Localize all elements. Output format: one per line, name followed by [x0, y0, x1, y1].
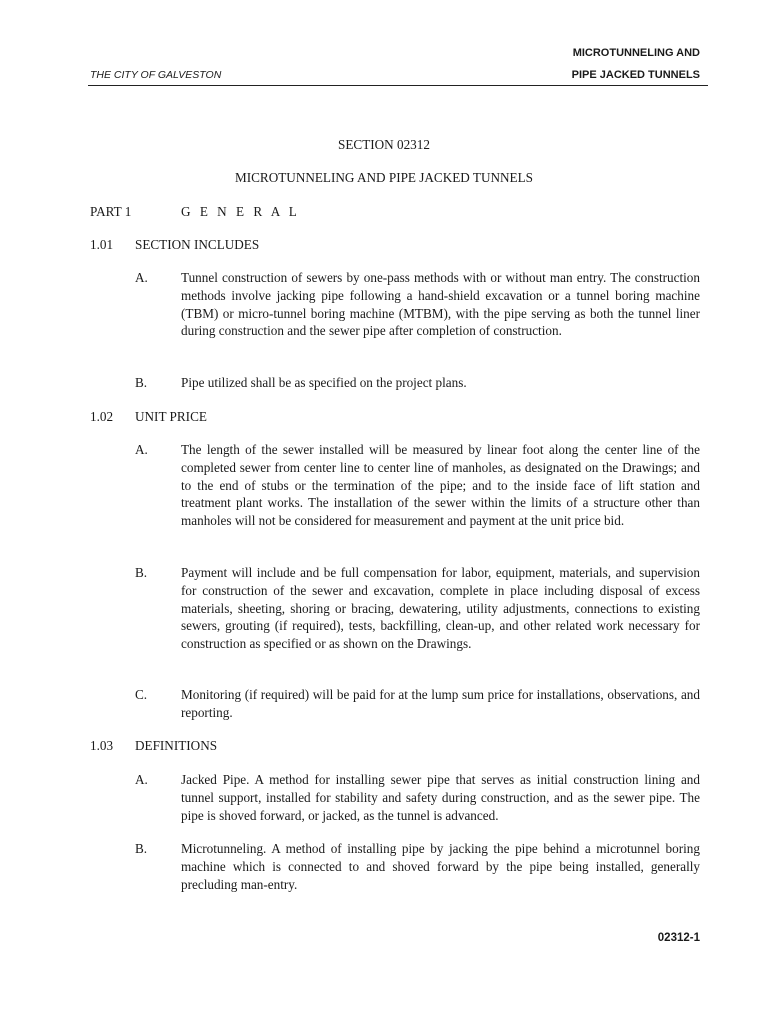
item-text: The length of the sewer installed will be measured by linear foot along the center line of the completed sewer from center line to center line of manholes, as designated on the Drawings; and to the end of stubs or the termination of the pipe; and to the inside face of lift station and treatment plant works. The installation of the sewer within the limits of a structure other than manholes will not be considered for measurement and payment at the unit price bid. [181, 442, 700, 529]
part-number: PART 1 [90, 204, 132, 219]
page-number: 02312-1 [657, 932, 700, 944]
item-letter: C. [135, 687, 148, 702]
item-text: Jacked Pipe. A method for installing sewer pipe that serves as initial construction lining and tunnel support, installed for stability and safety during construction, and as the sewer pipe. The pipe is shoved forward, or jacked, as the tunnel is advanced. [181, 772, 700, 823]
heading-1-01-number: 1.01 [90, 237, 114, 252]
item-letter: B. [135, 565, 148, 580]
item-letter: A. [135, 270, 148, 285]
item-letter: B. [135, 375, 148, 390]
item-text: Monitoring (if required) will be paid for at the lump sum price for installations, observations, and reporting. [181, 687, 700, 720]
item-letter: A. [135, 442, 148, 457]
header-title-line2: PIPE JACKED TUNNELS [571, 69, 700, 81]
section-number: SECTION 02312 [338, 137, 430, 152]
item-text: Pipe utilized shall be as specified on the project plans. [181, 375, 467, 390]
item-letter: B. [135, 841, 148, 856]
item-letter: A. [135, 772, 148, 787]
heading-1-02-title: UNIT PRICE [135, 409, 207, 424]
header-city: THE CITY OF GALVESTON [90, 69, 222, 81]
heading-1-02-number: 1.02 [90, 409, 114, 424]
item-text: Payment will include and be full compensation for labor, equipment, materials, and supervision for construction of the sewer and excavation, complete in place including disposal of excess materials, sheeting, shoring or bracing, dewatering, utility adjustments, connections to existing sewers, grouting (if required), tests, backfilling, clean-up, and other related work necessary for construction as specified or as shown on the Drawings. [181, 565, 700, 652]
header-title-line1: MICROTUNNELING AND [572, 47, 700, 59]
item-text: Microtunneling. A method of installing pipe by jacking the pipe behind a microtunnel boring machine which is connected to and shoved forward by the pipe being installed, generally precluding man-entry. [181, 841, 700, 892]
part-title: G E N E R A L [181, 204, 300, 219]
header-rule [88, 85, 708, 86]
heading-1-03-title: DEFINITIONS [135, 738, 218, 753]
item-text: Tunnel construction of sewers by one-pass methods with or without man entry. The construction methods involve jacking pipe following a hand-shield excavation or a tunnel boring machine (TBM) or micro-tunnel boring machine (MTBM), with the pipe serving as both the tunnel liner during construction and the sewer pipe after completion of construction. [181, 270, 700, 339]
heading-1-01-title: SECTION INCLUDES [135, 237, 260, 252]
heading-1-03-number: 1.03 [90, 738, 114, 753]
section-title: MICROTUNNELING AND PIPE JACKED TUNNELS [235, 170, 533, 185]
